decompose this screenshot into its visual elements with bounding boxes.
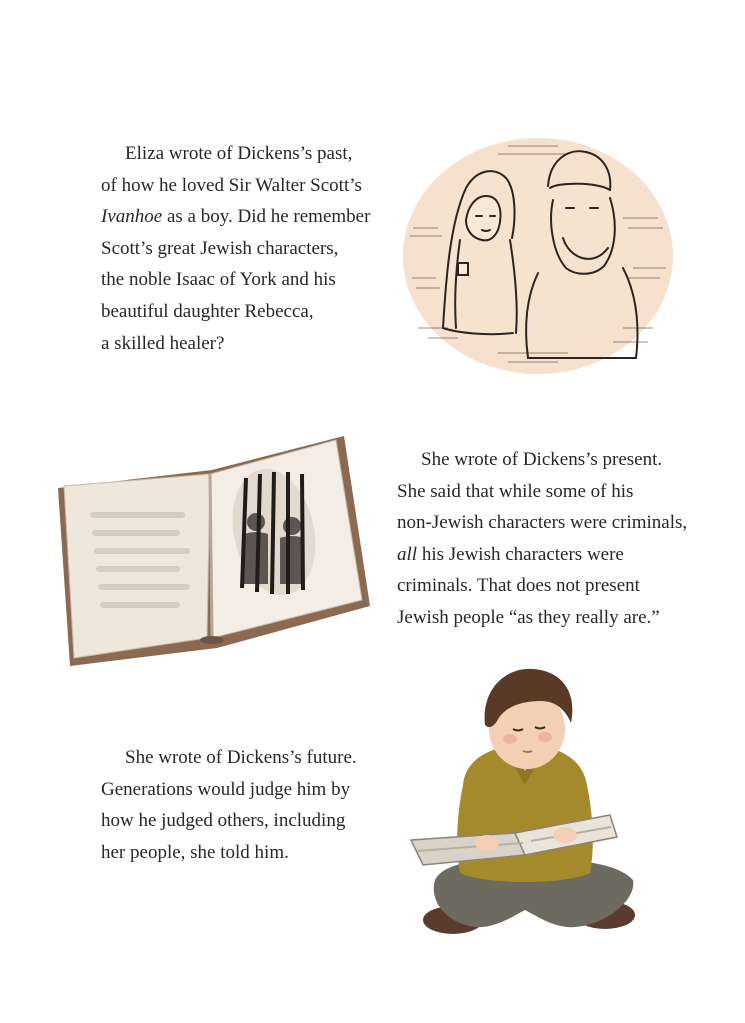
text-line: how he judged others, including [101, 810, 346, 832]
text-line: non-Jewish characters were criminals, [397, 512, 688, 534]
text-line: of how he loved Sir Walter Scott’s [101, 174, 362, 196]
boy-reading-illustration [405, 665, 645, 950]
rebecca-and-isaac-illustration [398, 128, 680, 378]
text-segment: as a boy. Did he remember [162, 206, 371, 228]
text-line: criminals. That does not present [397, 575, 640, 597]
text-line: her people, she told him. [101, 841, 289, 863]
text-line: She said that while some of his [397, 480, 634, 502]
text-line: a skilled healer? [101, 332, 225, 354]
text-line: the noble Isaac of York and his [101, 269, 336, 291]
text-line [397, 539, 687, 571]
emphasis-all: all [397, 543, 418, 565]
open-book-illustration [52, 430, 372, 670]
book-title-ivanhoe: Ivanhoe [101, 206, 163, 228]
text-line [101, 201, 370, 233]
paragraph-future [101, 742, 357, 868]
text-line: Generations would judge him by [101, 778, 351, 800]
text-segment: his Jewish characters were [417, 543, 624, 565]
text-line: She wrote of Dickens’s present. [421, 449, 663, 470]
text-line: Jewish people “as they really are.” [397, 606, 660, 628]
paragraph-past [101, 138, 370, 359]
text-line: beautiful daughter Rebecca, [101, 300, 314, 322]
paragraph-present [397, 444, 687, 634]
text-line: She wrote of Dickens’s future. [125, 747, 357, 768]
text-line: Eliza wrote of Dickens’s past, [125, 143, 353, 164]
text-line: Scott’s great Jewish characters, [101, 237, 339, 259]
